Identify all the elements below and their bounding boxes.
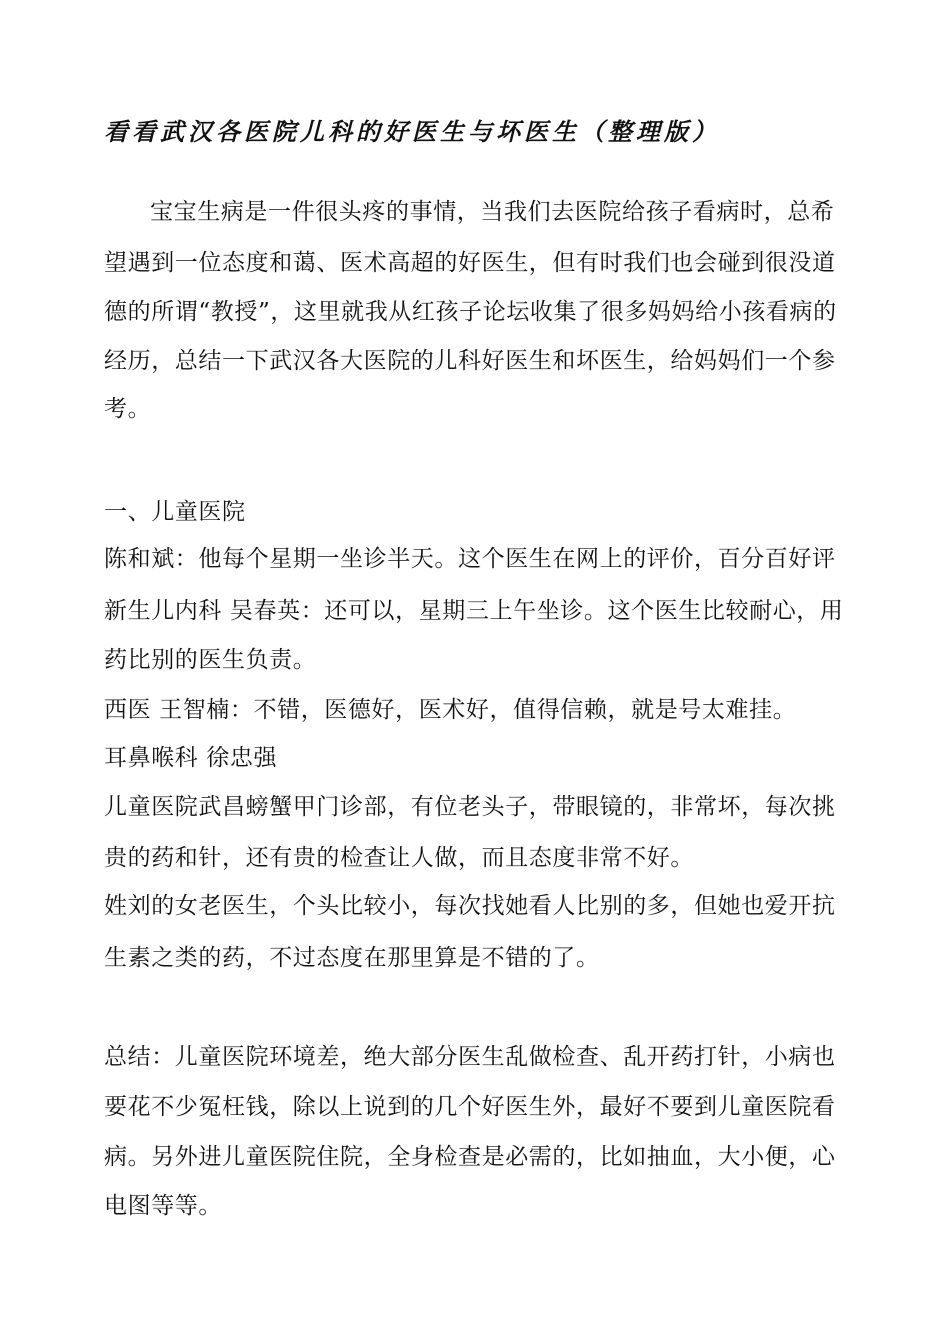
section1-line-9: 生素之类的药，不过态度在那里算是不错的了。 xyxy=(104,945,600,971)
intro-line-5: 考。 xyxy=(104,396,152,422)
summary-line-4: 电图等等。 xyxy=(104,1193,222,1219)
section1-line-8: 姓刘的女老医生，个头比较小，每次找她看人比别的多，但她也爱开抗 xyxy=(104,893,836,919)
section1-line-7: 贵的药和针，还有贵的检查让人做，而且态度非常不好。 xyxy=(104,845,694,871)
summary-line-2: 要花不少冤枉钱，除以上说到的几个好医生外，最好不要到儿童医院看 xyxy=(104,1094,836,1120)
section1-line-3: 药比别的医生负责。 xyxy=(104,647,317,673)
summary-line-1: 总结：儿童医院环境差，绝大部分医生乱做检查、乱开药打针，小病也 xyxy=(104,1044,836,1070)
intro-line-1: 宝宝生病是一件很头疼的事情，当我们去医院给孩子看病时，总希 xyxy=(150,199,835,225)
section1-line-4: 西医 王智楠：不错，医德好，医术好，值得信赖，就是号太难挂。 xyxy=(104,697,797,723)
section1-line-1: 陈和斌：他每个星期一坐诊半天。这个医生在网上的评价，百分百好评 xyxy=(104,546,836,572)
section1-line-2: 新生儿内科 吴春英：还可以，星期三上午坐诊。这个医生比较耐心，用 xyxy=(104,598,844,624)
summary-line-3: 病。另外进儿童医院住院，全身检查是必需的，比如抽血，大小便，心 xyxy=(104,1144,836,1170)
section-heading-children-hospital: 一、儿童医院 xyxy=(104,499,246,525)
section1-line-6: 儿童医院武昌螃蟹甲门诊部，有位老头子，带眼镜的，非常坏，每次挑 xyxy=(104,794,836,820)
section1-line-5: 耳鼻喉科 徐忠强 xyxy=(104,745,278,771)
intro-line-3: 德的所谓“教授”，这里就我从红孩子论坛收集了很多妈妈给小孩看病的 xyxy=(104,299,837,325)
document-title: 看看武汉各医院儿科的好医生与坏医生（整理版） xyxy=(104,118,720,146)
intro-line-2: 望遇到一位态度和蔼、医术高超的好医生，但有时我们也会碰到很没道 xyxy=(104,250,836,276)
intro-line-4: 经历，总结一下武汉各大医院的儿科好医生和坏医生，给妈妈们一个参 xyxy=(104,348,836,374)
